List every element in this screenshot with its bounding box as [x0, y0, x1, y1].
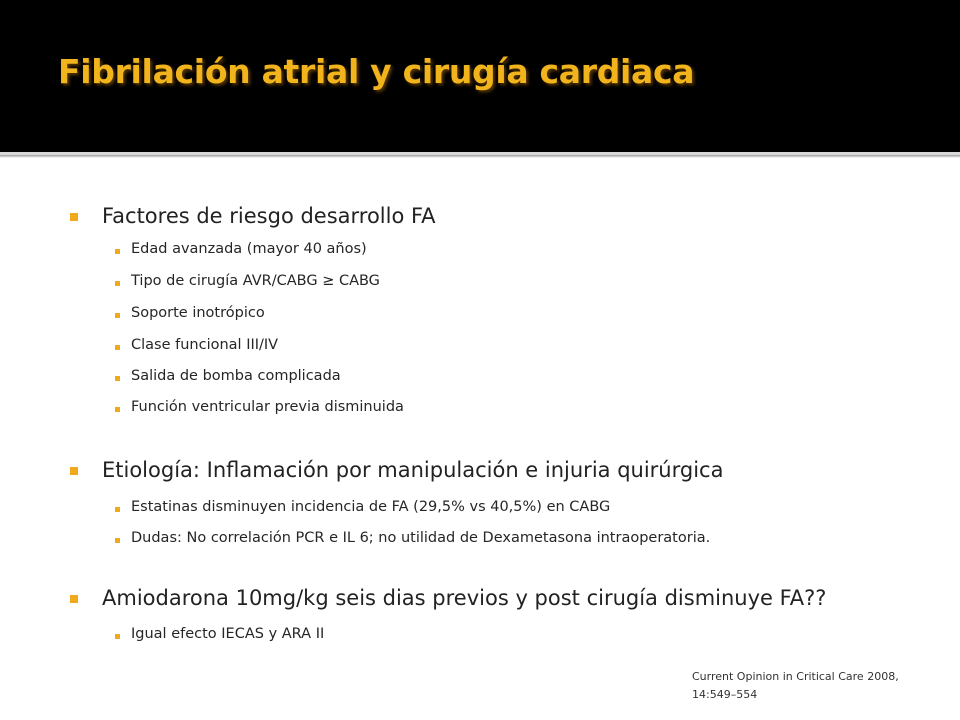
list-item: Función ventricular previa disminuida: [131, 399, 404, 415]
title-bar: [0, 0, 960, 152]
slide-title: Fibrilación atrial y cirugía cardiaca: [58, 52, 695, 91]
list-item: Estatinas disminuyen incidencia de FA (29,5% vs 40,5%) en CABG: [131, 499, 611, 515]
citation: [692, 668, 942, 704]
bullet-icon: [70, 213, 78, 221]
list-item: Tipo de cirugía AVR/CABG ≥ CABG: [131, 273, 380, 289]
bullet-icon: [70, 467, 78, 475]
section-heading-amiodarone: Amiodarona 10mg/kg seis dias previos y post cirugía disminuye FA??: [102, 586, 827, 610]
bullet-icon: [70, 595, 78, 603]
list-item: Soporte inotrópico: [131, 305, 265, 321]
sub-bullet-icon: [115, 345, 120, 350]
sub-bullet-icon: [115, 376, 120, 381]
list-item: Clase funcional III/IV: [131, 337, 279, 353]
sub-bullet-icon: [115, 538, 120, 543]
list-item: Salida de bomba complicada: [131, 368, 341, 384]
list-item: Igual efecto IECAS y ARA II: [131, 626, 325, 642]
sub-bullet-icon: [115, 313, 120, 318]
sub-bullet-icon: [115, 249, 120, 254]
section-heading-risk-factors: Factores de riesgo desarrollo FA: [102, 204, 436, 228]
sub-bullet-icon: [115, 407, 120, 412]
sub-bullet-icon: [115, 507, 120, 512]
citation-line: 14:549–554: [692, 688, 758, 701]
section-heading-etiology: Etiología: Inflamación por manipulación e injuria quirúrgica: [102, 458, 724, 482]
sub-bullet-icon: [115, 281, 120, 286]
list-item: Dudas: No correlación PCR e IL 6; no utilidad de Dexametasona intraoperatoria.: [131, 530, 711, 546]
sub-bullet-icon: [115, 634, 120, 639]
list-item: Edad avanzada (mayor 40 años): [131, 241, 367, 257]
citation-line: Current Opinion in Critical Care 2008,: [692, 670, 899, 683]
